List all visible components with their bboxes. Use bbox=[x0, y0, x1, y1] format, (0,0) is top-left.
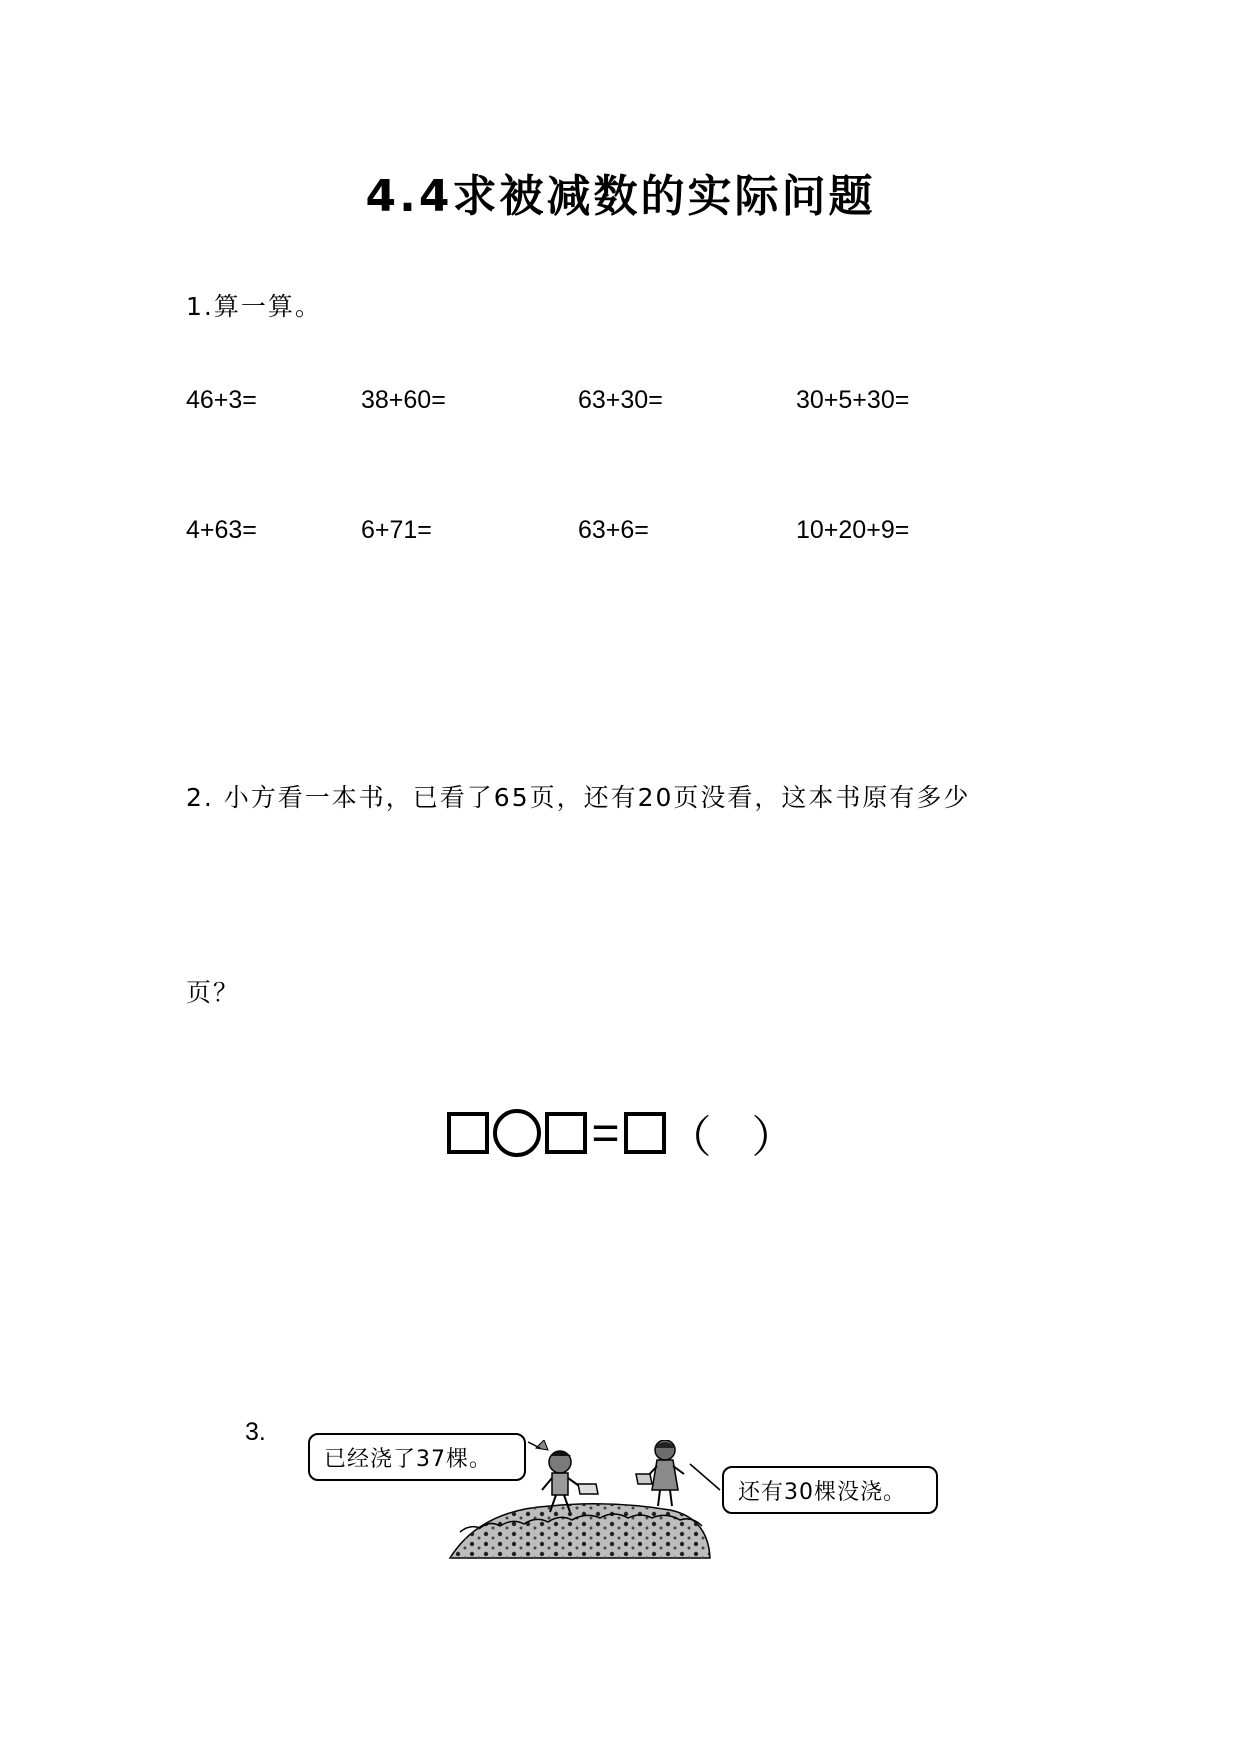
calc-item: 63+30= bbox=[578, 386, 663, 414]
speech-bubble-right-text: 还有30棵没浇。 bbox=[738, 1479, 906, 1505]
paren-open: （ bbox=[667, 1113, 712, 1162]
watering-illustration bbox=[440, 1440, 740, 1560]
question-1-heading: 1.算一算。 bbox=[186, 292, 322, 321]
calc-item: 63+6= bbox=[578, 516, 649, 544]
answer-box[interactable] bbox=[447, 1112, 489, 1154]
speech-bubble-left-text: 已经浇了37棵。 bbox=[324, 1446, 492, 1472]
question-2-text-line1: 2. 小方看一本书，已看了65页，还有20页没看，这本书原有多少 bbox=[186, 783, 971, 812]
boy-figure bbox=[536, 1440, 598, 1512]
girl-figure bbox=[636, 1440, 684, 1506]
speech-bubble-right bbox=[722, 1466, 938, 1514]
operator-circle[interactable] bbox=[493, 1109, 541, 1157]
equation-template bbox=[0, 1100, 1241, 1165]
page-title: 4.4求被减数的实际问题 bbox=[365, 171, 876, 222]
paren-close: ） bbox=[751, 1113, 796, 1162]
question-3-number: 3. bbox=[245, 1418, 266, 1446]
calc-item: 46+3= bbox=[186, 386, 257, 414]
flower-bed-pattern bbox=[450, 1504, 710, 1558]
calc-item: 6+71= bbox=[361, 516, 432, 544]
answer-box[interactable] bbox=[545, 1112, 587, 1154]
question-2-text-line2: 页？ bbox=[186, 978, 241, 1007]
equals-sign: = bbox=[591, 1106, 620, 1160]
calc-item: 10+20+9= bbox=[796, 516, 910, 544]
calc-item: 4+63= bbox=[186, 516, 257, 544]
calc-item: 30+5+30= bbox=[796, 386, 910, 414]
calc-item: 38+60= bbox=[361, 386, 446, 414]
answer-box[interactable] bbox=[624, 1112, 666, 1154]
